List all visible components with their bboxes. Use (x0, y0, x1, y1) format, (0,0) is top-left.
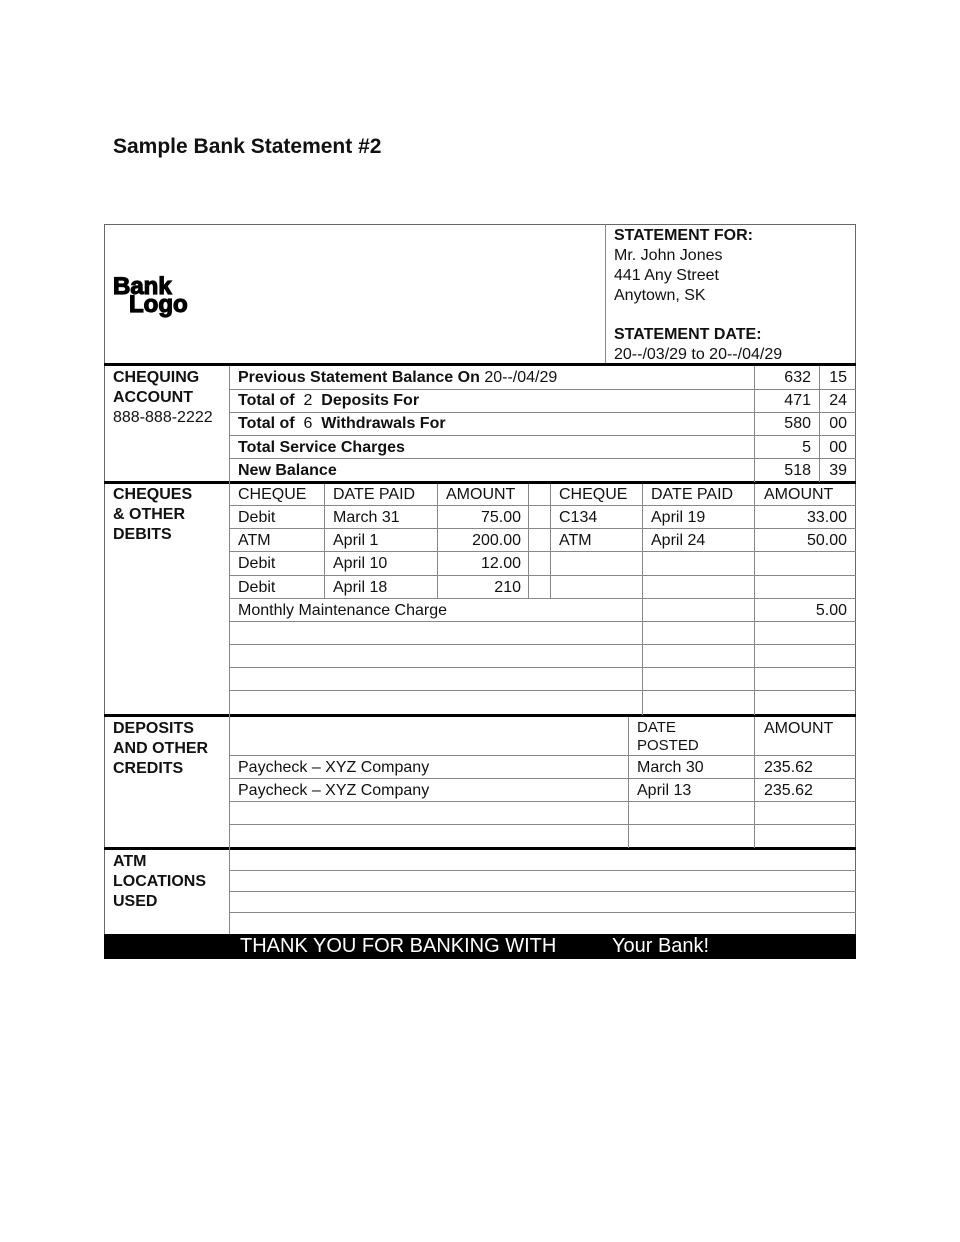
bank-logo (113, 272, 213, 318)
debit-date: April 18 (333, 579, 388, 596)
credit-col-rule (628, 717, 629, 848)
header-divider (605, 224, 606, 364)
summary-row-deposits (238, 391, 419, 411)
debit-cheque: Debit (238, 579, 276, 596)
debit-cheque: Debit (238, 509, 276, 526)
debit-col-rule (528, 484, 529, 599)
debit-amount: 12.00 (480, 555, 521, 572)
atm-rule (229, 912, 856, 913)
footer-bar (104, 934, 856, 959)
summary-row-previous (238, 368, 557, 388)
section-label-divider (229, 366, 230, 934)
credits-label-3: CREDITS (113, 760, 184, 777)
separator-atm (104, 847, 856, 850)
summary-row-new-balance: New Balance (238, 462, 337, 479)
maintenance-amount: 5.00 (815, 602, 847, 619)
debit-rule (229, 621, 856, 622)
debit-rule (229, 644, 856, 645)
debit-amount: 210 (494, 579, 521, 596)
debit-date: April 1 (333, 532, 379, 549)
summary-cents: 39 (829, 462, 847, 479)
summary-rule (229, 458, 856, 459)
debit-date-right: April 24 (651, 532, 706, 549)
credit-desc: Paycheck – XYZ Company (238, 759, 430, 776)
credit-date: March 30 (637, 759, 704, 776)
debit-cheque: Debit (238, 555, 276, 572)
summary-rule (229, 389, 856, 390)
summary-label: Previous Statement Balance On (238, 369, 480, 386)
debits-label-2: & OTHER (113, 506, 185, 523)
summary-cents: 24 (829, 392, 847, 409)
separator-credits (104, 714, 856, 717)
summary-dollars: 632 (784, 369, 811, 386)
credit-amount: 235.62 (764, 782, 813, 799)
credit-header-posted: POSTED (637, 737, 699, 754)
logo-line-2: Logo (129, 291, 188, 318)
credits-label-1: DEPOSITS (113, 720, 194, 737)
credit-date: April 13 (637, 782, 692, 799)
credit-rule (229, 755, 856, 756)
debit-col-rule (642, 484, 643, 715)
summary-rule (229, 435, 856, 436)
summary-count: 6 (303, 415, 313, 432)
summary-label: Total of (238, 415, 295, 432)
summary-divider-1 (754, 366, 755, 482)
page-title: Sample Bank Statement #2 (113, 135, 382, 158)
debit-date-right: April 19 (651, 509, 706, 526)
statement-date-heading: STATEMENT DATE: (614, 326, 762, 343)
atm-rule (229, 870, 856, 871)
customer-street: 441 Any Street (614, 267, 719, 284)
debit-amount: 75.00 (480, 509, 521, 526)
summary-row-service-charges: Total Service Charges (238, 439, 405, 456)
debit-col-rule (324, 484, 325, 599)
debit-amount: 200.00 (472, 532, 521, 549)
summary-dollars: 580 (784, 415, 811, 432)
statement-for-heading: STATEMENT FOR: (614, 227, 753, 244)
debit-header-amount: AMOUNT (446, 486, 516, 503)
logo-line-1: Bank (113, 273, 172, 300)
debit-header-date: DATE PAID (333, 486, 416, 503)
summary-label: Total of (238, 392, 295, 409)
account-number: 888-888-2222 (113, 409, 213, 426)
customer-city: Anytown, SK (614, 287, 706, 304)
credits-label-2: AND OTHER (113, 740, 209, 757)
summary-dollars: 471 (784, 392, 811, 409)
footer-bank-name: Your Bank! (612, 935, 710, 957)
debit-col-rule (550, 484, 551, 599)
debit-col-rule (754, 484, 755, 715)
summary-cents: 00 (829, 415, 847, 432)
debit-header-amount-2: AMOUNT (764, 486, 834, 503)
separator-debits (104, 481, 856, 484)
credit-rule (229, 824, 856, 825)
debit-rule (229, 667, 856, 668)
summary-row-withdrawals (238, 414, 446, 434)
debit-header-cheque-2: CHEQUE (559, 486, 628, 503)
atm-label-2: LOCATIONS (113, 873, 207, 890)
customer-name: Mr. John Jones (614, 247, 723, 264)
debit-header-date-2: DATE PAID (651, 486, 734, 503)
debit-date: March 31 (333, 509, 400, 526)
summary-dollars: 518 (784, 462, 811, 479)
debit-rule (229, 690, 856, 691)
credit-header-amount: AMOUNT (764, 720, 834, 737)
summary-count: 2 (303, 392, 313, 409)
debit-cheque: ATM (238, 532, 271, 549)
debit-date: April 10 (333, 555, 388, 572)
debit-header-cheque: CHEQUE (238, 486, 307, 503)
credit-desc: Paycheck – XYZ Company (238, 782, 430, 799)
summary-label: Deposits For (321, 392, 420, 409)
credit-rule (229, 801, 856, 802)
maintenance-label: Monthly Maintenance Charge (238, 602, 448, 619)
summary-cents: 15 (829, 369, 847, 386)
debit-amount-right: 50.00 (806, 532, 847, 549)
account-label-1: CHEQUING (113, 369, 200, 386)
account-label-2: ACCOUNT (113, 389, 193, 406)
summary-cents: 00 (829, 439, 847, 456)
debit-cheque-right: ATM (559, 532, 592, 549)
separator-account (104, 363, 856, 366)
summary-date: 20--/04/29 (484, 369, 558, 386)
debits-label-1: CHEQUES (113, 486, 193, 503)
footer-text: THANK YOU FOR BANKING WITH (240, 935, 557, 957)
atm-label-3: USED (113, 893, 158, 910)
summary-dollars: 5 (802, 439, 811, 456)
atm-rule (229, 891, 856, 892)
summary-rule (229, 412, 856, 413)
debit-amount-right: 33.00 (806, 509, 847, 526)
credit-rule (229, 778, 856, 779)
credit-amount: 235.62 (764, 759, 813, 776)
debits-label-3: DEBITS (113, 526, 172, 543)
atm-label-1: ATM (113, 853, 147, 870)
debit-cheque-right: C134 (559, 509, 598, 526)
credit-col-rule (754, 717, 755, 848)
summary-label: Withdrawals For (321, 415, 446, 432)
statement-date-range: 20--/03/29 to 20--/04/29 (614, 346, 783, 363)
credit-header-date: DATE (637, 719, 676, 736)
